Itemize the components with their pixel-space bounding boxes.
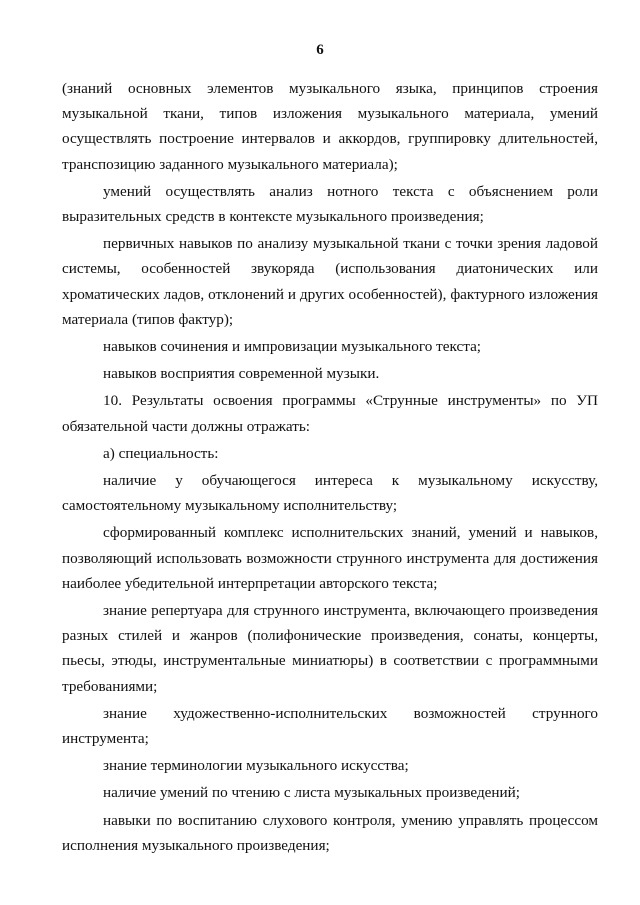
paragraph: знание художественно-исполнительских возможностей струнного инструмента; [62,704,598,748]
paragraph: наличие умений по чтению с листа музыкальных произведений; [103,784,521,802]
paragraph: умений осуществлять анализ нотного текста с объяснением роли выразительных средств в контексте музыкального произведения; [62,182,598,226]
subsection-heading: а) специальность: [103,444,219,462]
paragraph: навыков восприятия современной музыки. [103,365,380,383]
paragraph: знание репертуара для струнного инструмента, включающего произведения разных стилей и жанров (полифонические произведения, сонаты, концерты, пьесы, этюды, инструментальные миниатюры) в соответствии с программными требованиями; [62,602,598,695]
paragraph: знание терминологии музыкального искусства; [103,757,409,775]
paragraph: (знаний основных элементов музыкального языка, принципов строения музыкальной ткани, типов изложения музыкального материала, умений осуществлять построение интервалов и аккордов, группировку длительностей, транспозицию заданного музыкального материала); [62,80,598,173]
paragraph: первичных навыков по анализу музыкальной ткани с точки зрения ладовой системы, особенностей звукоряда (использования диатонических или хроматических ладов, отклонений и других особенностей), фактурного изложения материала (типов фактур); [62,235,598,328]
paragraph: сформированный комплекс исполнительских знаний, умений и навыков, позволяющий использовать возможности струнного инструмента для достижения наиболее убедительной интерпретации авторского текста; [62,524,598,592]
page-number: 6 [316,42,324,58]
paragraph: навыки по воспитанию слухового контроля, умению управлять процессом исполнения музыкального произведения; [62,811,598,854]
body-text [62,76,598,858]
section-heading: 10. Результаты освоения программы «Струнные инструменты» по УП обязательной части должны отражать: [62,392,598,435]
paragraph: навыков сочинения и импровизации музыкального текста; [103,338,482,356]
paragraph: наличие у обучающегося интереса к музыкальному искусству, самостоятельному музыкальному исполнительству; [62,472,598,515]
